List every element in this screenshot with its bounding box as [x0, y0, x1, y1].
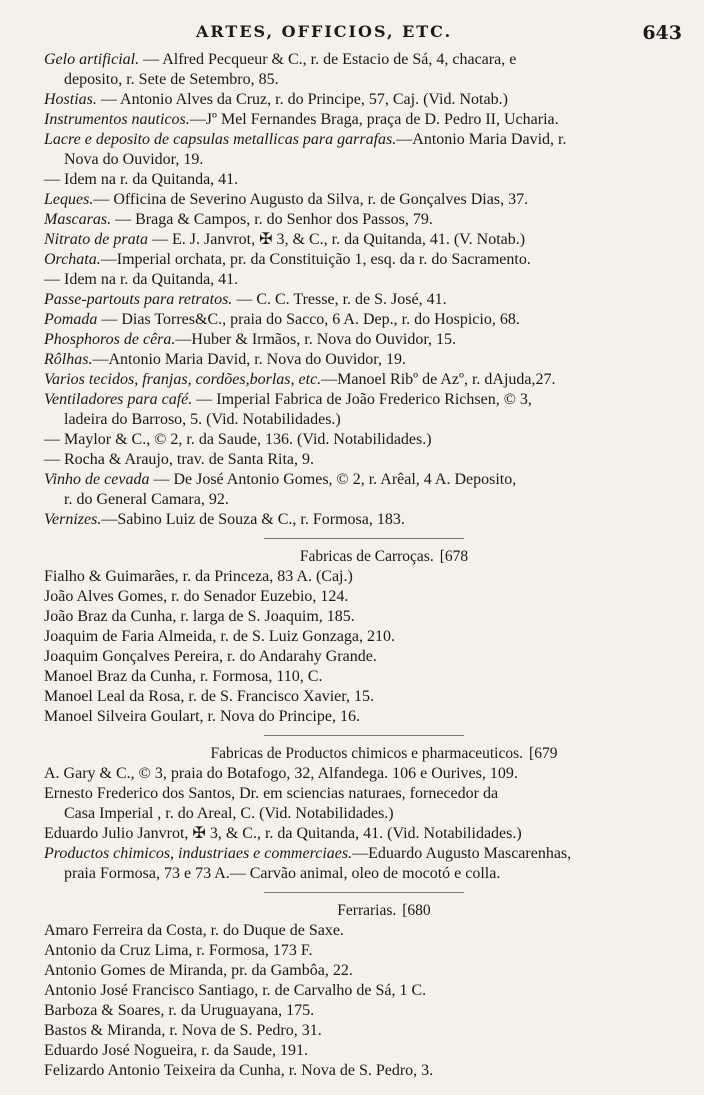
directory-entry [44, 410, 684, 430]
entry-text: — Imperial Fabrica de João Frederico Richsen, © 3, [192, 391, 532, 408]
directory-entry [44, 230, 684, 250]
entry-text: — Maylor & C., © 2, r. da Saude, 136. (Vid. Notabilidades.) [44, 431, 432, 448]
entry-term: Passe-partouts para retratos. [44, 291, 233, 308]
entry-continuation: deposito, r. Sete de Setembro, 85. [64, 71, 279, 88]
section-ref: [680 [402, 902, 431, 919]
entry-term: Orchata. [44, 251, 101, 268]
entry-text: Antonio Gomes de Miranda, pr. da Gambôa, 22. [44, 962, 353, 979]
entry-continuation: praia Formosa, 73 e 73 A.— Carvão animal, oleo de mocotó e colla. [64, 865, 501, 882]
entry-text: — Alfred Pecqueur & C., r. de Estacio de Sá, 4, chacara, e [139, 51, 517, 68]
entry-text: Bastos & Miranda, r. Nova de S. Pedro, 31. [44, 1022, 322, 1039]
directory-entry [44, 607, 684, 627]
directory-entry [44, 804, 684, 824]
page-header [0, 22, 704, 46]
entry-term: Nitrato de prata [44, 231, 149, 248]
directory-entry [44, 190, 684, 210]
directory-entry [44, 864, 684, 884]
section-ref: [679 [529, 745, 558, 762]
directory-entry [44, 150, 684, 170]
entry-text: Felizardo Antonio Teixeira da Cunha, r. Nova de S. Pedro, 3. [44, 1062, 434, 1079]
entry-text: Eduardo José Nogueira, r. da Saude, 191. [44, 1042, 308, 1059]
directory-entry [44, 981, 684, 1001]
directory-entry [44, 130, 684, 150]
directory-entry [44, 390, 684, 410]
directory-entry [44, 764, 684, 784]
entry-text: Manoel Silveira Goulart, r. Nova do Principe, 16. [44, 708, 360, 725]
section-divider [264, 892, 464, 893]
directory-entry [44, 647, 684, 667]
section-title: Ferrarias. [337, 902, 397, 919]
directory-entry [44, 1021, 684, 1041]
directory-entry [44, 370, 684, 390]
entry-text: João Alves Gomes, r. do Senador Euzebio, 124. [44, 588, 349, 605]
entry-text: — E. J. Janvrot, ✠ 3, & C., r. da Quitanda, 41. (V. Notab.) [148, 231, 526, 248]
entry-term: Ventiladores para café. [44, 391, 193, 408]
directory-entry [44, 567, 684, 587]
section-heading-productos-chimicos [44, 744, 684, 764]
directory-entry [44, 707, 684, 727]
entry-text: Joaquim de Faria Almeida, r. de S. Luiz Gonzaga, 210. [44, 628, 396, 645]
section-heading-carrocas [44, 547, 684, 567]
section-divider [264, 735, 464, 736]
directory-entry [44, 170, 684, 190]
directory-entry [44, 90, 684, 110]
directory-entry [44, 450, 684, 470]
running-title: ARTES, OFFICIOS, ETC. [196, 22, 453, 41]
entry-text: — Idem na r. da Quitanda, 41. [44, 171, 239, 188]
section-divider [264, 538, 464, 539]
directory-entry [44, 587, 684, 607]
page-number: 643 [642, 22, 682, 44]
entry-text: Amaro Ferreira da Costa, r. do Duque de Saxe. [44, 922, 344, 939]
directory-entry [44, 290, 684, 310]
entry-term: Hostias. [44, 91, 97, 108]
entry-text: —Antonio Maria David, r. Nova do Ouvidor, 19. [92, 351, 406, 368]
entry-text: A. Gary & C., © 3, praia do Botafogo, 32, Alfandega. 106 e Ourives, 109. [44, 765, 518, 782]
entry-text: — Braga & Campos, r. do Senhor dos Passos, 79. [111, 211, 433, 228]
section-heading-ferrarias [44, 901, 684, 921]
entry-term: Instrumentos nauticos. [44, 111, 190, 128]
section-title: Fabricas de Productos chimicos e pharmaceuticos. [210, 745, 524, 762]
entry-text: — De José Antonio Gomes, © 2, r. Arêal, 4 A. Deposito, [149, 471, 517, 488]
entry-continuation: Nova do Ouvidor, 19. [64, 151, 204, 168]
directory-entry [44, 687, 684, 707]
entry-text: —Sabino Luiz de Souza & C., r. Formosa, 183. [101, 511, 405, 528]
entry-term: Productos chimicos, industriaes e commerciaes. [44, 845, 353, 862]
section-ref: [678 [439, 548, 469, 565]
entry-term: Phosphoros de cêra. [44, 331, 176, 348]
directory-entry [44, 430, 684, 450]
entry-text: Manoel Braz da Cunha, r. Formosa, 110, C. [44, 668, 323, 685]
entry-text: —Antonio Maria David, r. [396, 131, 567, 148]
ferrarias-list [44, 921, 684, 1081]
entry-term: Leques. [44, 191, 94, 208]
entry-term: Pomada [44, 311, 98, 328]
directory-entry [44, 667, 684, 687]
entry-text: Barboza & Soares, r. da Uruguayana, 175. [44, 1002, 315, 1019]
directory-entry [44, 310, 684, 330]
directory-entry [44, 961, 684, 981]
directory-entry [44, 784, 684, 804]
directory-entry [44, 1061, 684, 1081]
directory-entry [44, 490, 684, 510]
entry-text: — Idem na r. da Quitanda, 41. [44, 271, 239, 288]
directory-entry [44, 844, 684, 864]
trades-list [44, 50, 684, 530]
directory-entry [44, 510, 684, 530]
directory-entry [44, 270, 684, 290]
entry-text: —Manoel Ribº de Azº, r. dAjuda,27. [321, 371, 556, 388]
entry-term: Mascaras. [44, 211, 112, 228]
directory-entry [44, 824, 684, 844]
entry-text: Manoel Leal da Rosa, r. de S. Francisco Xavier, 15. [44, 688, 374, 705]
productos-chimicos-list [44, 764, 684, 884]
directory-entry [44, 470, 684, 490]
directory-entry [44, 1001, 684, 1021]
directory-entry [44, 50, 684, 70]
entry-text: —Eduardo Augusto Mascarenhas, [352, 845, 572, 862]
entry-continuation: ladeira do Barroso, 5. (Vid. Notabilidades.) [64, 411, 341, 428]
entry-text: — Dias Torres&C., praia do Sacco, 6 A. Dep., r. do Hospicio, 68. [97, 311, 520, 328]
entry-text: —Huber & Irmãos, r. Nova do Ouvidor, 15. [175, 331, 457, 348]
entry-text: — Rocha & Araujo, trav. de Santa Rita, 9. [44, 451, 315, 468]
directory-entry [44, 110, 684, 130]
directory-entry [44, 941, 684, 961]
entry-text: Fialho & Guimarães, r. da Princeza, 83 A. (Caj.) [44, 568, 353, 585]
entry-text: Antonio da Cruz Lima, r. Formosa, 173 F. [44, 942, 313, 959]
directory-entry [44, 250, 684, 270]
directory-entry [44, 330, 684, 350]
section-title: Fabricas de Carroças. [299, 548, 434, 565]
directory-entry [44, 210, 684, 230]
entry-term: Varios tecidos, franjas, cordões,borlas, etc. [44, 371, 322, 388]
entry-term: Lacre e deposito de capsulas metallicas para garrafas. [44, 131, 397, 148]
entry-term: Vernizes. [44, 511, 102, 528]
directory-entry [44, 70, 684, 90]
directory-entry [44, 627, 684, 647]
entry-continuation: r. do General Camara, 92. [64, 491, 229, 508]
entry-text: Antonio José Francisco Santiago, r. de Carvalho de Sá, 1 C. [44, 982, 427, 999]
carrocas-list [44, 567, 684, 727]
entry-continuation: Casa Imperial , r. do Areal, C. (Vid. Notabilidades.) [64, 805, 394, 822]
entry-text: Joaquim Gonçalves Pereira, r. do Andarahy Grande. [44, 648, 377, 665]
entry-term: Gelo artificial. [44, 51, 140, 68]
entry-text: — C. C. Tresse, r. de S. José, 41. [232, 291, 447, 308]
entry-text: — Officina de Severino Augusto da Silva, r. de Gonçalves Dias, 37. [93, 191, 529, 208]
entry-text: — Antonio Alves da Cruz, r. do Principe, 57, Caj. (Vid. Notab.) [96, 91, 508, 108]
entry-text: Eduardo Julio Janvrot, ✠ 3, & C., r. da Quitanda, 41. (Vid. Notabilidades.) [44, 825, 522, 842]
entry-term: Vinho de cevada [44, 471, 150, 488]
entry-text: João Braz da Cunha, r. larga de S. Joaquim, 185. [44, 608, 355, 625]
entry-text: Ernesto Frederico dos Santos, Dr. em sciencias naturaes, fornecedor da [44, 785, 499, 802]
entries-column [44, 50, 684, 1081]
entry-text: —Imperial orchata, pr. da Constituição 1, esq. da r. do Sacramento. [100, 251, 531, 268]
entry-text: —Jº Mel Fernandes Braga, praça de D. Pedro II, Ucharia. [189, 111, 559, 128]
directory-entry [44, 1041, 684, 1061]
directory-entry [44, 350, 684, 370]
entry-term: Rôlhas. [44, 351, 93, 368]
directory-entry [44, 921, 684, 941]
